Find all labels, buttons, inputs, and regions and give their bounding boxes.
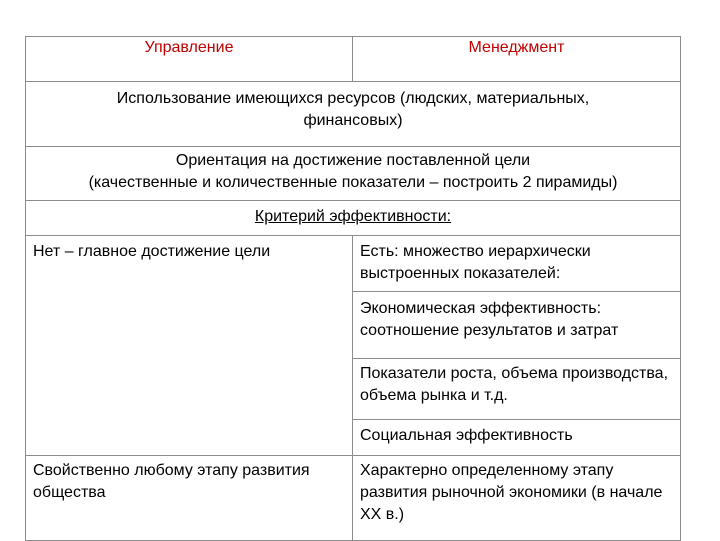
header-cell-upravlenie <box>26 37 353 82</box>
header-label-upravlenie: Управление <box>144 39 234 56</box>
orientation-text-line2: (качественные и количественные показатели – построить 2 пирамиды) <box>88 174 618 191</box>
left-stage-cell <box>26 456 353 541</box>
left-stage-text: Свойственно любому этапу развития общества <box>33 462 310 501</box>
left-criterion-text: Нет – главное достижение цели <box>33 243 271 260</box>
growth-indicators-text: Показатели роста, объема производства, объема рынка и т.д. <box>360 365 669 404</box>
table-row-criterion-values <box>26 236 681 292</box>
criterion-text: Критерий эффективности: <box>254 208 452 225</box>
header-cell-menedzhment <box>353 37 681 82</box>
right-criterion-text: Есть: множество иерархически выстроенных показателей: <box>360 243 591 282</box>
growth-indicators-cell <box>353 359 681 420</box>
orientation-cell <box>26 147 681 201</box>
table-row-criterion <box>26 201 681 236</box>
economic-efficiency-text: Экономическая эффективность: соотношение результатов и затрат <box>360 300 619 339</box>
social-efficiency-text: Социальная эффективность <box>360 427 573 444</box>
criterion-cell <box>26 201 681 236</box>
resources-cell <box>26 82 681 147</box>
right-stage-cell <box>353 456 681 541</box>
resources-text-line2: финансовых) <box>303 112 403 129</box>
orientation-text-line1: Ориентация на достижение поставленной цели <box>175 152 531 169</box>
table-row-resources <box>26 82 681 147</box>
economic-efficiency-cell <box>353 292 681 359</box>
left-criterion-cell <box>26 236 353 456</box>
comparison-table <box>25 36 681 541</box>
table-header-row <box>26 37 681 82</box>
header-label-menedzhment: Менеджмент <box>468 39 565 56</box>
resources-text-line1: Использование имеющихся ресурсов (людских, материальных, <box>116 90 590 107</box>
right-stage-text: Характерно определенному этапу развития рыночной экономики (в начале XX в.) <box>360 462 663 523</box>
social-efficiency-cell <box>353 420 681 456</box>
table-row-orientation <box>26 147 681 201</box>
table-row-stage <box>26 456 681 541</box>
right-criterion-cell <box>353 236 681 292</box>
